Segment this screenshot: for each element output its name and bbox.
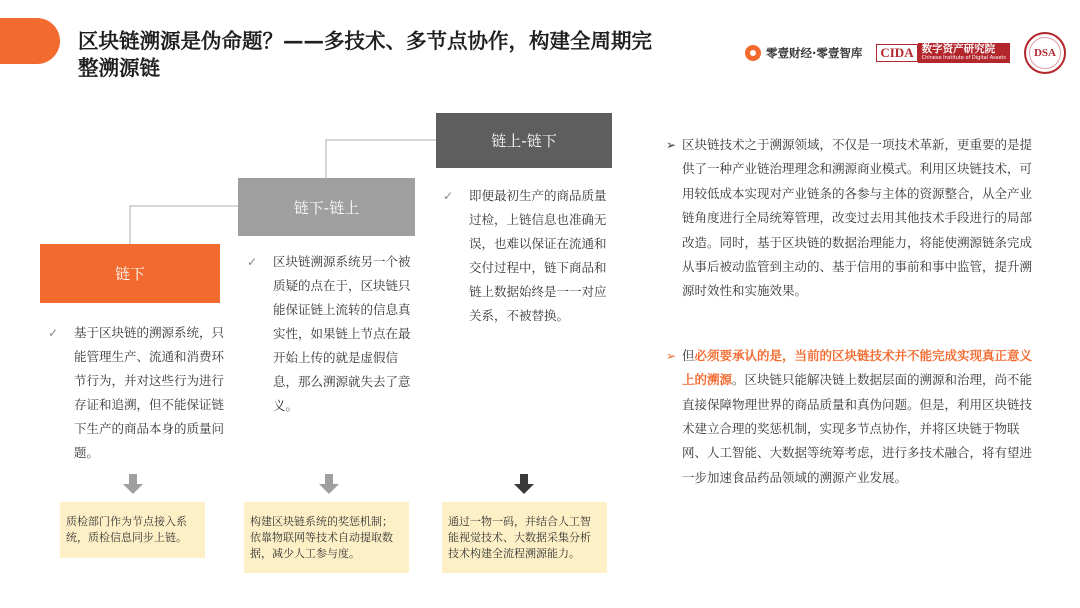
paragraph-2-rest: 。区块链只能解决链上数据层面的溯源和治理，尚不能直接保障物理世界的商品质量和真伪问题。但是，利用区块链技术建立合理的奖惩机制，实现多节点协作，并将区块链于物联网、人工智能、大数据等统筹考虑，进行多技术融合，将有望进一步加速食品药品领域的溯源产业发展。	[682, 372, 1033, 485]
connector-2-3	[326, 140, 436, 178]
page-title: 区块链溯源是伪命题？——多技术、多节点协作，构建全周期完整溯源链	[78, 29, 652, 80]
stage-onchain-offchain-text: 即便最初生产的商品质量过检，上链信息也准确无误，也难以保证在流通和交付过程中，链下商品和链上数据始终是一一对应关系，不被替换。	[469, 188, 607, 323]
stage-offchain-onchain-header: 链下-链上	[238, 178, 415, 236]
stage-onchain-offchain-header: 链上-链下	[436, 113, 612, 168]
stage-offchain-onchain-text: 区块链溯源系统另一个被质疑的点在于，区块链只能保证链上流转的信息真实性，如果链上节点在最开始上传的就是虚假信息，那么溯源就失去了意义。	[273, 254, 411, 413]
connector-1-2	[130, 206, 238, 244]
paragraph-1	[666, 133, 1040, 304]
check-icon: ✓	[247, 255, 258, 269]
stage-offchain-text: 基于区块链的溯源系统，只能管理生产、流通和消费环节行为，并对这些行为进行存证和追溯，但不能保证链下生产的商品本身的质量问题。	[74, 325, 225, 460]
arrow-down-icon	[318, 473, 340, 495]
bullet-arrow-icon: ➢	[666, 348, 677, 363]
stage-offchain-body	[48, 321, 224, 465]
paragraph-2	[666, 344, 1040, 490]
check-icon: ✓	[48, 326, 59, 340]
right-column	[666, 133, 1040, 490]
stage-offchain-header: 链下	[40, 244, 220, 303]
arrow-down-icon	[122, 473, 144, 495]
paragraph-1-text: 区块链技术之于溯源领域，不仅是一项技术革新，更重要的是提供了一种产业链治理理念和溯源商业模式。利用区块链技术，可用较低成本实现对产业链条的各参与主体的资源整合，从全产业链角度进行全局统筹管理，改变过去用其他技术手段进行的局部改造。同时，基于区块链的数据治理能力，将能使溯源链条完成从事后被动监管到主动的、基于信用的事前和事中监管，提升溯源时效性和实施效果。	[682, 137, 1033, 299]
paragraph-2-prefix: 但	[682, 347, 695, 363]
dsa-logo-text: DSA	[1033, 47, 1056, 59]
bullet-arrow-icon: ➢	[666, 138, 677, 152]
lingyi-logo-text: 零壹财经·零壹智库	[765, 46, 863, 60]
solution-note-1: 质检部门作为节点接入系统，质检信息同步上链。	[60, 502, 205, 558]
cida-logo-cn: 数字资产研究院	[921, 43, 996, 55]
arrow-down-icon	[513, 473, 535, 495]
solution-note-2: 构建区块链系统的奖惩机制；依靠物联网等技术自动提取数据，减少人工参与度。	[244, 502, 409, 573]
paragraph-2-highlight: 必须要承认的是，当前的区块链技术并不能完成实现真正意义上的溯源	[682, 347, 1033, 388]
stage-offchain-onchain-body	[247, 250, 417, 418]
check-icon: ✓	[443, 189, 454, 203]
solution-note-3: 通过一物一码，并结合人工智能视觉技术、大数据采集分析技术构建全流程溯源能力。	[442, 502, 607, 573]
stage-onchain-offchain-body	[443, 184, 613, 328]
cida-logo-mark: CIDA	[876, 44, 917, 62]
cida-logo-en: Chinese Institute of Digital Assets	[921, 55, 1006, 61]
